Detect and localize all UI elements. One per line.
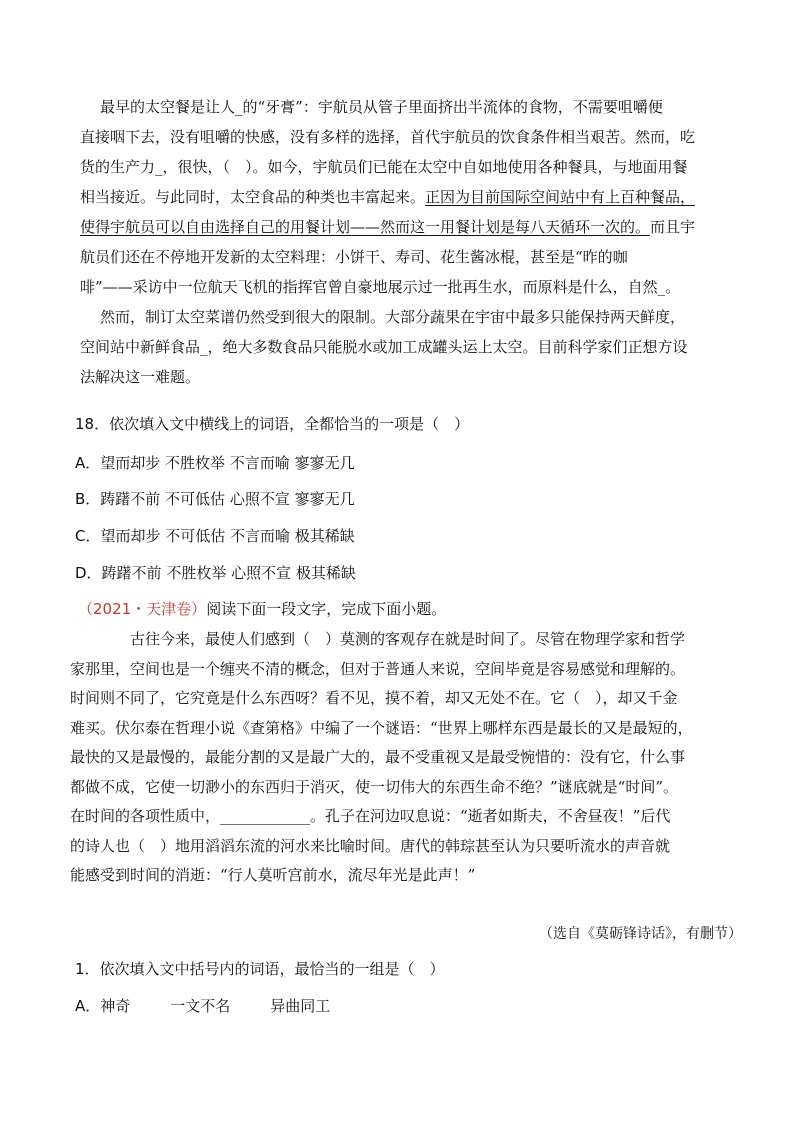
question-18-option-d: D．踌躇不前 不胜枚举 心照不宣 极其稀缺: [75, 564, 356, 582]
passage-line: 时间则不同了，它究竟是什么东西呀？看不见，摸不着，却又无处不在。它（ ），却又千金: [70, 689, 678, 707]
passage-line: 古往今来，最使人们感到（ ）莫测的客观存在就是时间了。尽管在物理学家和哲学: [130, 630, 686, 648]
passage-line: 然而，制订太空菜谱仍然受到很大的限制。大部分蔬果在宇宙中最多只能保持两天鲜度，: [100, 308, 686, 326]
passage-line: 能感受到时间的消逝：“行人莫听宫前水，流尽年光是此声！”: [70, 866, 476, 884]
passage-line: 直接咽下去，没有咀嚼的快感，没有多样的选择，首代宇航员的饮食条件相当艰苦。然而，吃: [80, 128, 696, 146]
passage-line: 都做不成，它使一切渺小的东西归于消灭，使一切伟大的东西生命不绝？”谜底就是“时间”。: [70, 777, 679, 796]
passage-line: 空间站中新鲜食品_，绝大多数食品只能脱水或加工成罐头运上太空。目前科学家们正想方设: [80, 338, 688, 356]
source-line: [78, 598, 446, 619]
passage-line: 最早的太空餐是让人_的“牙膏”：宇航员从管子里面挤出半流体的食物，不需要咀嚼便: [100, 98, 663, 116]
passage-text: 而且宇: [650, 218, 696, 236]
question-18-stem: 18．依次填入文中横线上的词语，全都恰当的一项是（ ）: [75, 415, 470, 433]
question-18-option-c: C．望而却步 不可低估 不言而喻 极其稀缺: [75, 527, 355, 545]
instruction-text: 阅读下面一段文字，完成下面小题。: [206, 600, 447, 618]
option-a-word-1: A．神奇: [75, 997, 131, 1015]
passage-line: 难买。伏尔泰在哲理小说《查第格》中编了一个谜语：“世界上哪样东西是最长的又是最短的，: [70, 718, 693, 737]
passage-line: 家那里，空间也是一个缠夹不清的概念，但对于普通人来说，空间毕竟是容易感觉和理解的。: [70, 659, 686, 678]
attribution: （选自《莫砺锋诗话》，有删节）: [539, 926, 742, 942]
passage-line: 在时间的各项性质中，____________。孔子在河边叹息说：“逝者如斯夫，不舍昼夜！”后代: [70, 807, 671, 825]
passage-line: 最快的又是最慢的，最能分割的又是最广大的，最不受重视又是最受惋惜的：没有它，什么事: [70, 748, 686, 766]
passage-line: 货的生产力_，很快，（ ）。如今，宇航员们已能在太空中自如地使用各种餐具，与地面用餐: [80, 158, 688, 176]
option-a-word-2: 一文不名: [170, 997, 231, 1015]
passage-one: [80, 92, 742, 392]
question-1-stem: 1．依次填入文中括号内的词语，最恰当的一组是（ ）: [75, 960, 445, 978]
passage-line: [80, 212, 742, 242]
passage-two: [70, 625, 750, 891]
passage-line: [80, 182, 742, 212]
exam-source-tag: （2021・天津卷）: [78, 600, 207, 618]
passage-line: 啡”——采访中一位航天飞机的指挥官曾自豪地展示过一批再生水，而原料是什么，自然_。: [80, 278, 681, 296]
passage-line: 航员们还在不停地开发新的太空料理：小饼干、寿司、花生酱冰棍，甚至是“昨的咖: [80, 248, 628, 266]
passage-text: 相当接近。与此同时，太空食品的种类也丰富起来。: [80, 188, 426, 206]
option-a-word-3: 异曲同工: [270, 997, 331, 1015]
question-18-option-a: A．望而却步 不胜枚举 不言而喻 寥寥无几: [75, 454, 355, 472]
passage-line: 的诗人也（ ）地用滔滔东流的河水来比喻时间。唐代的韩琮甚至认为只要听流水的声音就: [70, 836, 671, 855]
question-1-option-a: [75, 995, 330, 1016]
question-18-option-b: B．踌躇不前 不可低估 心照不宣 寥寥无几: [75, 490, 355, 508]
underlined-sentence: 正因为目前国际空间站中有上百种餐品，: [425, 188, 696, 206]
underlined-sentence: 使得宇航员可以自由选择自己的用餐计划——然而这一用餐计划是每八天循环一次的。: [80, 218, 651, 236]
passage-line: 法解决这一难题。: [80, 368, 201, 386]
